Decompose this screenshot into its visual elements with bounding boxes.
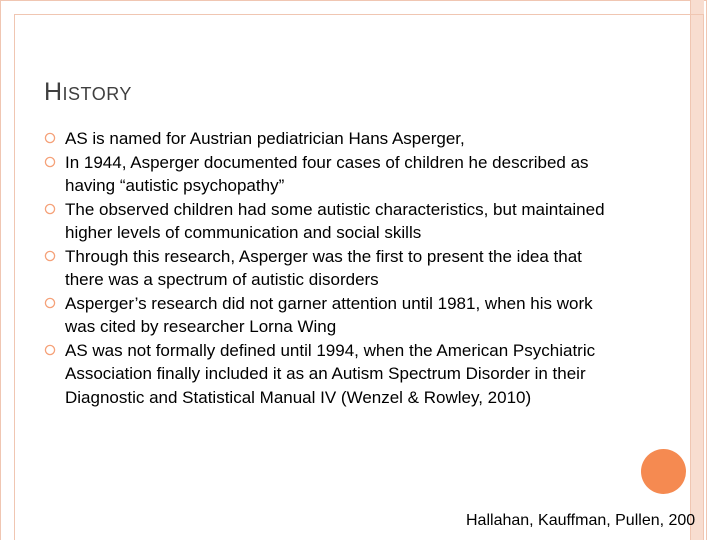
bullet-text: The observed children had some autistic characteristics, but maintained higher levels of communication and social skills (65, 199, 605, 242)
bullet-item (44, 127, 614, 151)
circle-outline-icon (44, 203, 56, 215)
circle-outline-icon (44, 156, 56, 168)
bullet-item (44, 198, 614, 245)
bullet-text: AS is named for Austrian pediatrician Hans Asperger, (65, 129, 465, 148)
slide-title: History (44, 78, 132, 106)
bullet-item (44, 151, 614, 198)
bullet-text: Asperger’s research did not garner attention until 1981, when his work was cited by researcher Lorna Wing (65, 293, 593, 336)
bullet-list (44, 127, 614, 409)
bullet-item (44, 245, 614, 292)
bullet-item (44, 292, 614, 339)
circle-outline-icon (44, 250, 56, 262)
bullet-item (44, 339, 614, 410)
bullet-text: Through this research, Asperger was the first to present the idea that there was a spectrum of autistic disorders (65, 246, 582, 289)
bullet-text: AS was not formally defined until 1994, when the American Psychiatric Association finally included it as an Autism Spectrum Disorder in their Diagnostic and Statistical Manual IV (Wenzel & Rowley, 2010) (65, 340, 596, 407)
circle-outline-icon (44, 132, 56, 144)
circle-outline-icon (44, 344, 56, 356)
circle-outline-icon (44, 297, 56, 309)
decorative-circle (641, 449, 686, 494)
citation-footer: Hallahan, Kauffman, Pullen, 200 (466, 512, 696, 529)
bullet-text: In 1944, Asperger documented four cases of children he described as having “autistic psychopathy” (65, 152, 589, 195)
